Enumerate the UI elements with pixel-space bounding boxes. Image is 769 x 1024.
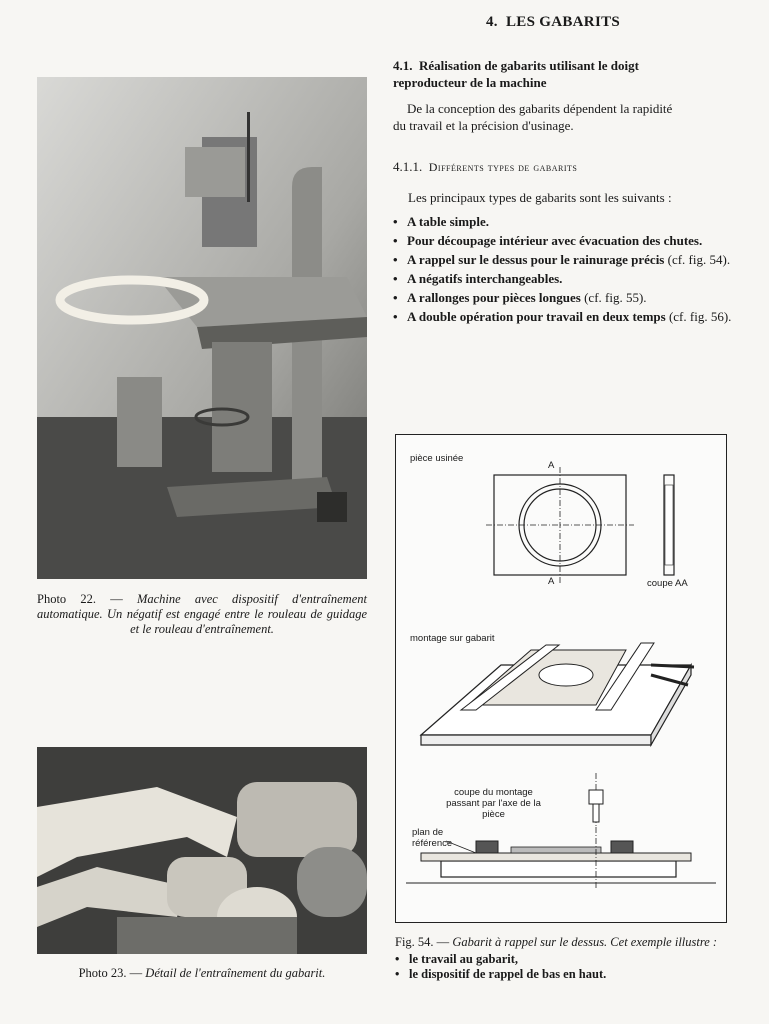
- fig-label-a-bottom: A: [548, 576, 555, 587]
- fig-label-piece: pièce usinée: [410, 453, 464, 464]
- subsection-heading-line1: [393, 57, 733, 74]
- photo-22-caption-text: Machine avec dispositif d'entraînement automatique. Un négatif est engagé entre le rouleau de guidage et le rouleau d'entraînement.: [37, 592, 367, 636]
- fig-label-plan-1: plan de: [412, 827, 444, 838]
- fig-label-a-top: A: [548, 460, 555, 471]
- photo-22-machine: [37, 77, 367, 579]
- list-item: [393, 290, 733, 306]
- subsection-intro-line2: du travail et la précision d'usinage.: [393, 118, 574, 133]
- figure-54-caption-text: Gabarit à rappel sur le dessus. Cet exemple illustre :: [452, 935, 718, 949]
- photo-23-caption: [37, 966, 367, 981]
- photo-23-caption-label: Photo 23. —: [78, 966, 146, 980]
- list-item: [393, 271, 733, 287]
- fig-label-plan-2: référence: [412, 838, 453, 849]
- subsubsection-heading: [393, 159, 733, 175]
- fig-label-coupe-aa: coupe AA: [647, 578, 688, 589]
- detail-photo-image: [37, 747, 367, 954]
- subsection-title-line1: Réalisation de gabarits utilisant le doigt: [419, 58, 639, 73]
- fig-label-coupe-montage-1: coupe du montage: [454, 787, 533, 798]
- subsubsection-title: Différents types de gabarits: [428, 160, 578, 174]
- figure-54-caption: [395, 935, 735, 950]
- fig-label-plan-ref: [412, 827, 452, 849]
- figure-54-caption-label: Fig. 54. —: [395, 935, 453, 949]
- section-title: LES GABARITS: [505, 14, 621, 30]
- types-intro: Les principaux types de gabarits sont les suivants :: [408, 190, 672, 205]
- type-bold: A négatifs interchangeables.: [407, 271, 563, 286]
- fig-label-coupe-montage-2: passant par l'axe de la pièce: [446, 798, 541, 820]
- subsection-heading: [393, 57, 733, 91]
- list-item: [393, 233, 733, 249]
- type-rest: (cf. fig. 56).: [665, 309, 732, 324]
- type-bold: A double opération pour travail en deux temps: [407, 309, 666, 324]
- caption-item: le travail au gabarit,: [409, 952, 519, 966]
- list-item: [393, 214, 733, 230]
- fig-label-coupe-montage: [436, 787, 551, 820]
- type-bold: Pour découpage intérieur avec évacuation des chutes.: [407, 233, 703, 248]
- photo-22-caption-label: Photo 22. —: [37, 592, 137, 606]
- cutter-icon: [589, 790, 603, 804]
- subsection-intro: [393, 100, 733, 134]
- subsection-number: 4.1.: [393, 58, 413, 73]
- photo-23-detail: [37, 747, 367, 954]
- fig-label-montage: montage sur gabarit: [410, 633, 495, 644]
- list-item: [395, 952, 735, 966]
- section-base: [441, 861, 676, 877]
- section-number: 4.: [486, 14, 498, 30]
- figure-54-box: [395, 434, 727, 923]
- section-heading-text: [486, 14, 620, 31]
- machine-photo-image: [37, 77, 367, 579]
- figure-54-caption-list: [395, 952, 735, 982]
- subsection-intro-line1: De la conception des gabarits dépendent la rapidité: [407, 101, 673, 116]
- photo-23-caption-text: Détail de l'entraînement du gabarit.: [145, 966, 326, 980]
- type-bold: A table simple.: [407, 214, 489, 229]
- photo-22-caption: [37, 592, 367, 637]
- subsection-title-line2: reproducteur de la machine: [393, 75, 547, 90]
- list-item: [395, 967, 735, 981]
- caption-item: le dispositif de rappel de bas en haut.: [409, 967, 607, 981]
- type-bold: A rappel sur le dessus pour le rainurage précis: [407, 252, 665, 267]
- list-item: [393, 252, 733, 268]
- type-rest: (cf. fig. 54).: [664, 252, 731, 267]
- type-rest: (cf. fig. 55).: [580, 290, 647, 305]
- subsubsection-number: 4.1.1.: [393, 159, 423, 174]
- type-bold: A rallonges pour pièces longues: [407, 290, 581, 305]
- list-item: [393, 309, 733, 325]
- section-heading: [486, 14, 620, 31]
- gabarit-types-list: [393, 214, 733, 328]
